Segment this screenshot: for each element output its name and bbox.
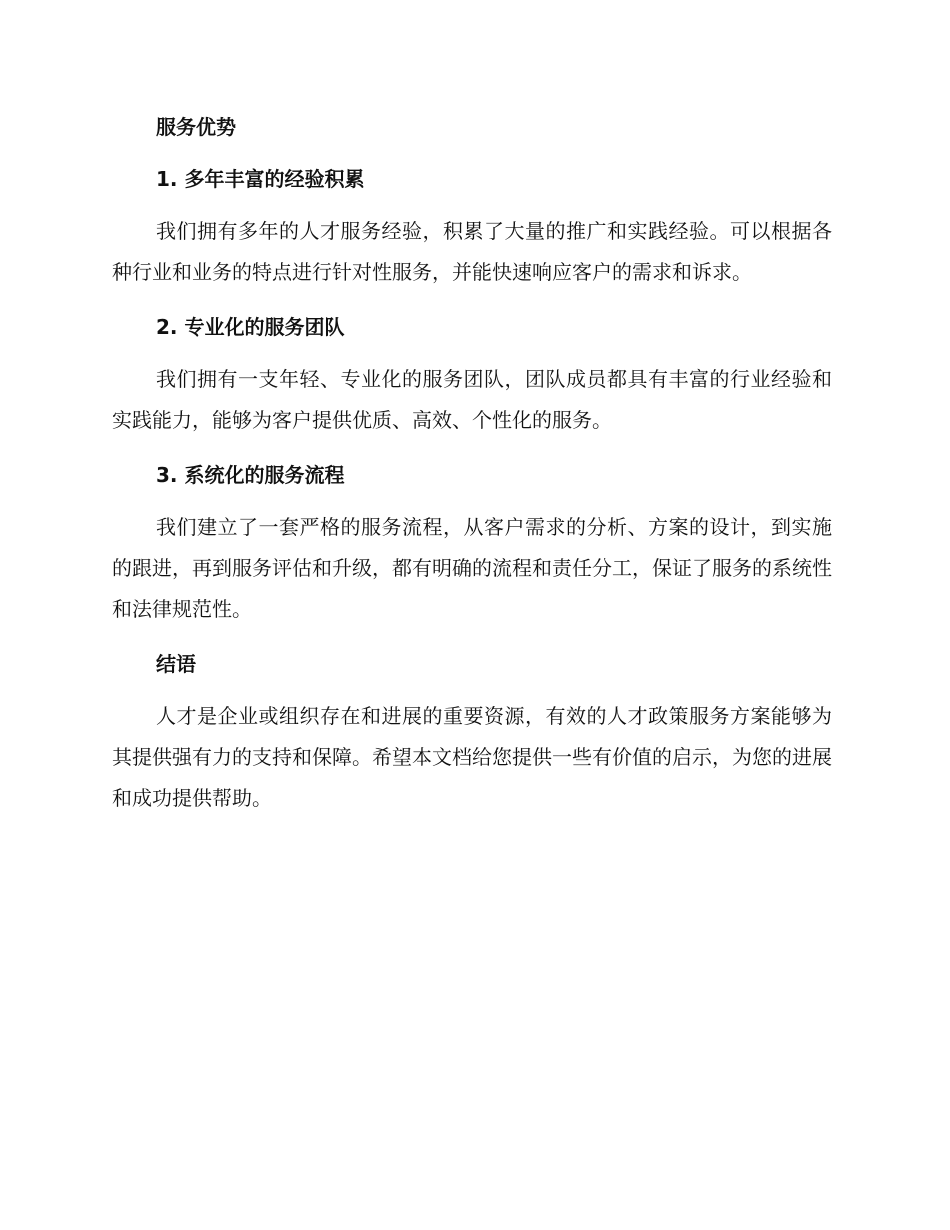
section-heading-experience: 1. 多年丰富的经验积累	[156, 167, 365, 191]
document-page	[112, 107, 832, 833]
section-heading-team: 2. 专业化的服务团队	[156, 315, 345, 339]
paragraph-conclusion: 人才是企业或组织存在和进展的重要资源，有效的人才政策服务方案能够为其提供强有力的支持和保障。希望本文档给您提供一些有价值的启示，为您的进展和成功提供帮助。	[112, 704, 832, 810]
paragraph-team: 我们拥有一支年轻、专业化的服务团队，团队成员都具有丰富的行业经验和实践能力，能够为客户提供优质、高效、个性化的服务。	[112, 367, 832, 432]
paragraph-process: 我们建立了一套严格的服务流程，从客户需求的分析、方案的设计，到实施的跟进，再到服务评估和升级，都有明确的流程和责任分工，保证了服务的系统性和法律规范性。	[112, 515, 832, 621]
paragraph-experience: 我们拥有多年的人才服务经验，积累了大量的推广和实践经验。可以根据各种行业和业务的特点进行针对性服务，并能快速响应客户的需求和诉求。	[112, 219, 832, 284]
section-heading-process: 3. 系统化的服务流程	[156, 463, 345, 487]
section-heading-conclusion: 结语	[156, 652, 196, 676]
section-heading-advantages: 服务优势	[156, 115, 236, 139]
